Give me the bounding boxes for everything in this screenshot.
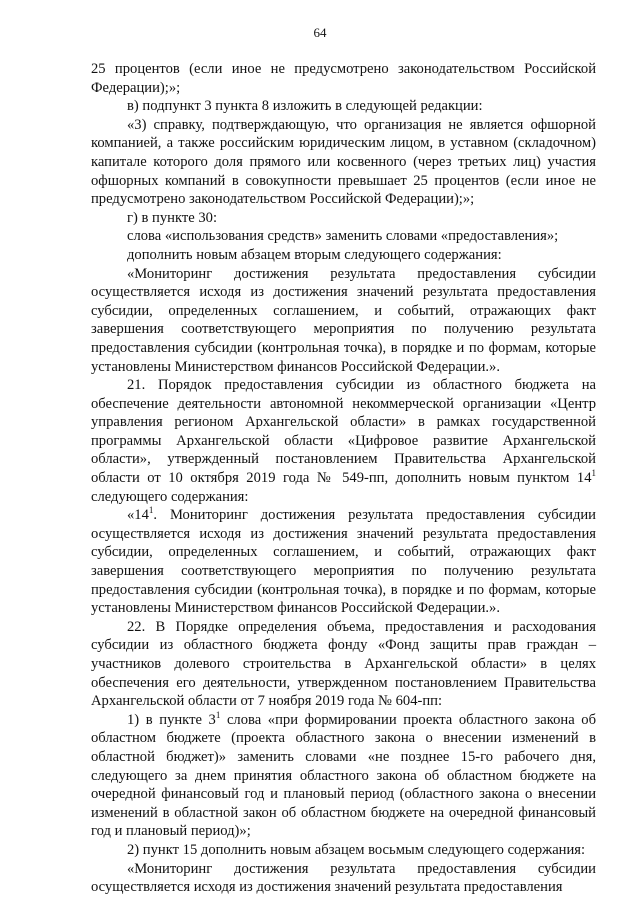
- document-body: [91, 60, 596, 897]
- paragraph-offshore-certificate: «3) справку, подтверждающую, что организация не является офшорной компанией, а также российским юридическим лицом, в уставном (складочном) капитале которого доля прямого или косвенного (через третьих лиц) участия офшорных компаний в совокупности превышает 25 процентов (если иное не предусмотрено законодательством Российской Федерации);»;: [91, 116, 596, 208]
- point-3-1-tail: слова «при формировании проекта областного закона об областном бюджете (проекта областного закона о внесении изменений в областной бюджет)» заменить словами «не позднее 15-го рабочего дня, следующего за днем принятия областного закона об областном бюджете на очередной финансовый год и плановый период (областного закона о внесении изменений в областной закон об областном бюджете на очередной финансовый год и плановый период)»;: [91, 711, 596, 840]
- paragraph-continuation: 25 процентов (если иное не предусмотрено законодательством Российской Федерации);»;: [91, 61, 596, 96]
- paragraph-section-22: 22. В Порядке определения объема, предоставления и расходования субсидии из областного бюджета фонду «Фонд защиты прав граждан – участников долевого строительства в Архангельской области» в целях обеспечения его деятельности, утвержденном постановлением Правительства Архангельской области от 7 ноября 2019 года № 604-пп:: [91, 618, 596, 710]
- section-21-text: 21. Порядок предоставления субсидии из областного бюджета на обеспечение деятельности автономной некоммерческой организации «Центр управления регионом Архангельской области» в рамках государственной программы Архангельской области «Цифровое развитие Архангельской области», утвержденный постановлением Правительства Архангельской области от 10 октября 2019 года № 549-пп, дополнить новым пунктом 14: [91, 377, 596, 487]
- superscript: 1: [148, 505, 154, 516]
- point-3-1-text: 1) в пункте 3: [127, 711, 216, 728]
- superscript: 1: [215, 709, 221, 720]
- superscript: 1: [591, 468, 596, 479]
- page-number: 64: [313, 25, 327, 40]
- paragraph-section-21: [91, 376, 596, 506]
- paragraph-point-3-1: [91, 711, 596, 841]
- section-21-tail: следующего содержания:: [91, 488, 249, 505]
- item-14-1-text: . Мониторинг достижения результата предоставления субсидии осуществляется исходя из достижения значений результата предоставления субсидии, определенных соглашением, и событий, отражающих факт завершения соответствующего мероприятия по получению результата предоставления субсидии (контрольная точка), в порядке и по формам, которые установлены Министерством финансов Российской Федерации.».: [91, 507, 596, 617]
- paragraph-replace-words: слова «использования средств» заменить словами «предоставления»;: [127, 228, 559, 245]
- paragraph-subitem-g: г) в пункте 30:: [127, 209, 217, 226]
- paragraph-point-15: 2) пункт 15 дополнить новым абзацем восьмым следующего содержания:: [127, 841, 586, 858]
- item-14-1-number: «14: [127, 507, 149, 524]
- paragraph-monitoring-1: «Мониторинг достижения результата предоставления субсидии осуществляется исходя из достижения значений результата предоставления субсидии, определенных соглашением, и событий, отражающих факт завершения соответствующего мероприятия по получению результата предоставления субсидии (контрольная точка), в порядке и по формам, которые установлены Министерством финансов Российской Федерации.».: [91, 265, 596, 375]
- paragraph-subitem-v: в) подпункт 3 пункта 8 изложить в следующей редакции:: [127, 98, 483, 115]
- paragraph-add-second-paragraph: дополнить новым абзацем вторым следующего содержания:: [127, 246, 502, 263]
- paragraph-item-14-1: [91, 506, 596, 618]
- paragraph-monitoring-3: «Мониторинг достижения результата предоставления субсидии осуществляется исходя из достижения значений результата предоставления: [91, 860, 596, 896]
